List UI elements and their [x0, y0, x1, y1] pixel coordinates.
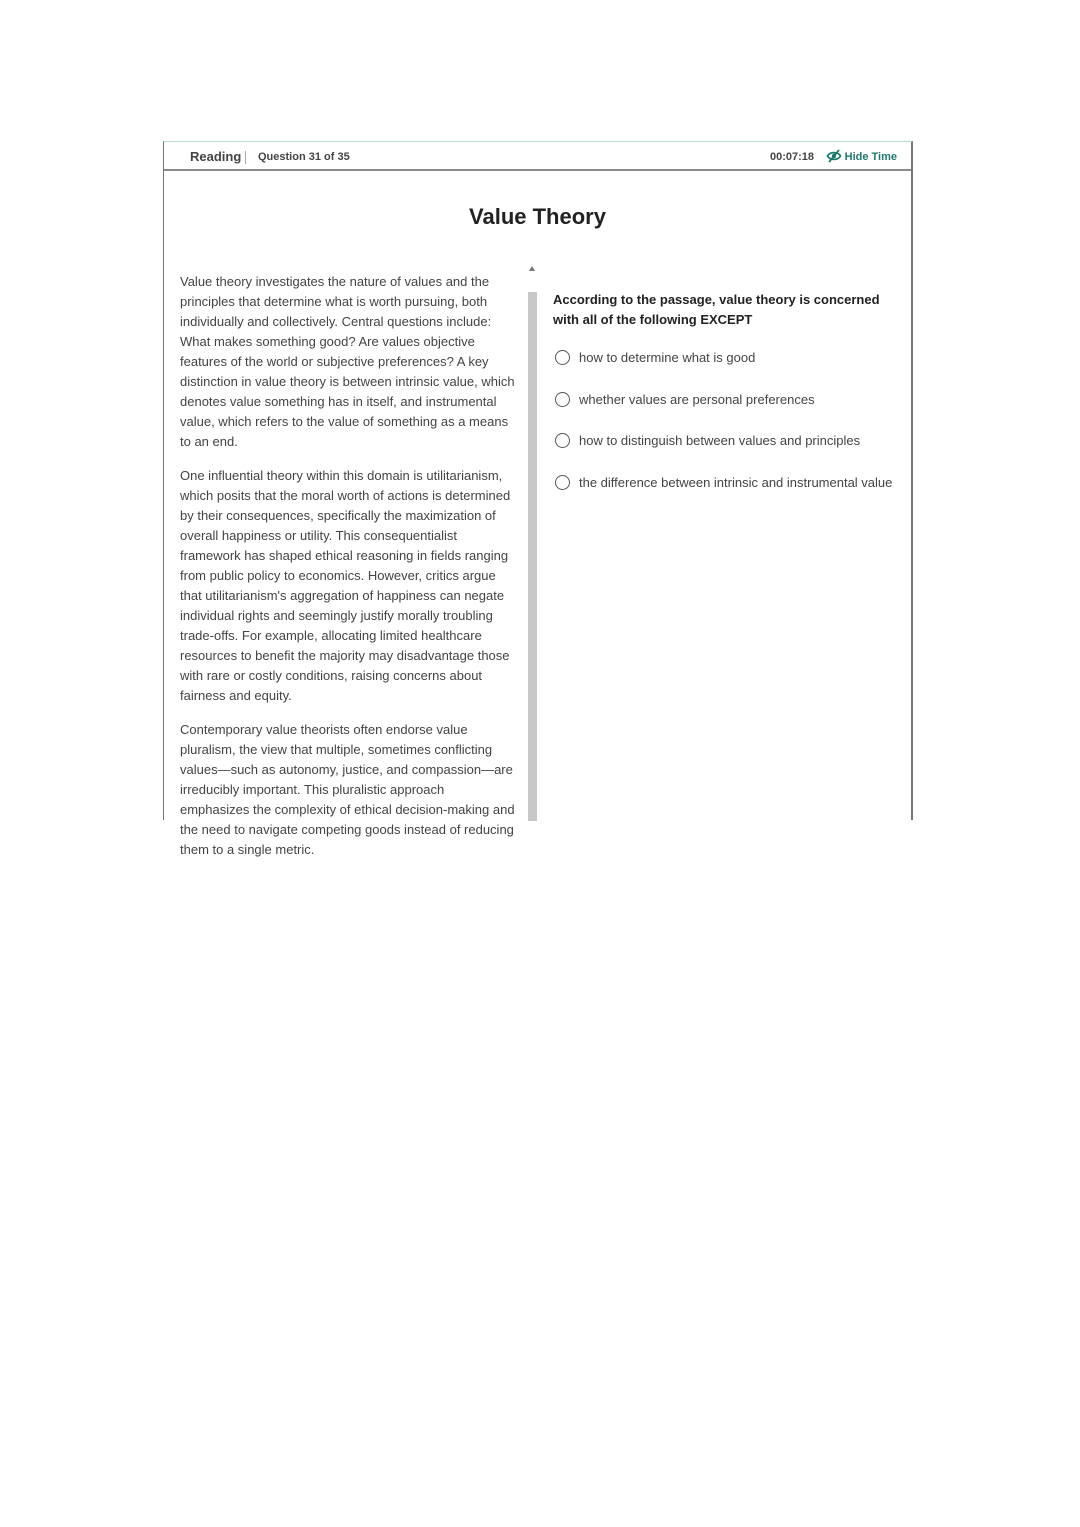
passage-paragraph: Value theory investigates the nature of values and the principles that determine what is worth pursuing, both individually and collectively. Central questions include: What makes something good? Are values objective features of the world or subjective preferences? A key distinction in value theory is between intrinsic value, which denotes value something has in itself, and instrumental value, which refers to the value of something as a means to an end. [180, 274, 515, 449]
hide-time-button[interactable]: Hide Time [844, 151, 897, 163]
answer-option-label: how to determine what is good [579, 350, 756, 365]
passage-text[interactable] [180, 272, 516, 874]
answer-option-2[interactable] [555, 392, 905, 412]
question-counter: Question 31 of 35 [258, 151, 350, 163]
radio-button[interactable] [555, 433, 570, 448]
passage-paragraph: Contemporary value theorists often endorse value pluralism, the view that multiple, sometimes conflicting values—such as autonomy, justice, and compassion—are irreducibly important. This pluralistic approach emphasizes the complexity of ethical decision-making and the need to navigate competing goods instead of reducing them to a single metric. [180, 722, 515, 857]
eye-slash-icon[interactable] [826, 148, 842, 164]
answer-option-label: how to distinguish between values and principles [579, 433, 861, 448]
answer-option-3[interactable] [555, 433, 905, 453]
timer: 00:07:18 [769, 151, 814, 163]
scrollbar-thumb[interactable] [528, 292, 537, 821]
test-window [163, 141, 913, 857]
radio-button[interactable] [555, 392, 570, 407]
passage-scrollbar[interactable] [528, 266, 537, 821]
answer-option-4[interactable] [555, 475, 905, 495]
question-prompt: According to the passage, value theory is concerned with all of the following EXCEPT [553, 292, 880, 327]
section-label: Reading [190, 149, 242, 164]
radio-button[interactable] [555, 475, 570, 490]
divider [245, 151, 246, 164]
passage-title: Value Theory [469, 204, 606, 229]
radio-button[interactable] [555, 350, 570, 365]
answer-options [555, 350, 905, 516]
answer-option-label: whether values are personal preferences [579, 391, 815, 407]
scroll-up-arrow-icon[interactable] [529, 266, 535, 271]
passage-paragraph: One influential theory within this domain is utilitarianism, which posits that the moral worth of actions is determined by their consequences, specifically the maximization of overall happiness or utility. This consequentialist framework has shaped ethical reasoning in fields ranging from public policy to economics. However, critics argue that utilitarianism's aggregation of happiness can negate individual rights and seemingly justify morally troubling trade-offs. For example, allocating limited healthcare resources to benefit the majority may disadvantage those with rare or costly conditions, raising concerns about fairness and equity. [180, 468, 511, 703]
answer-option-label: the difference between intrinsic and instrumental value [579, 474, 893, 490]
top-bar [164, 142, 911, 171]
answer-option-1[interactable] [555, 350, 905, 370]
